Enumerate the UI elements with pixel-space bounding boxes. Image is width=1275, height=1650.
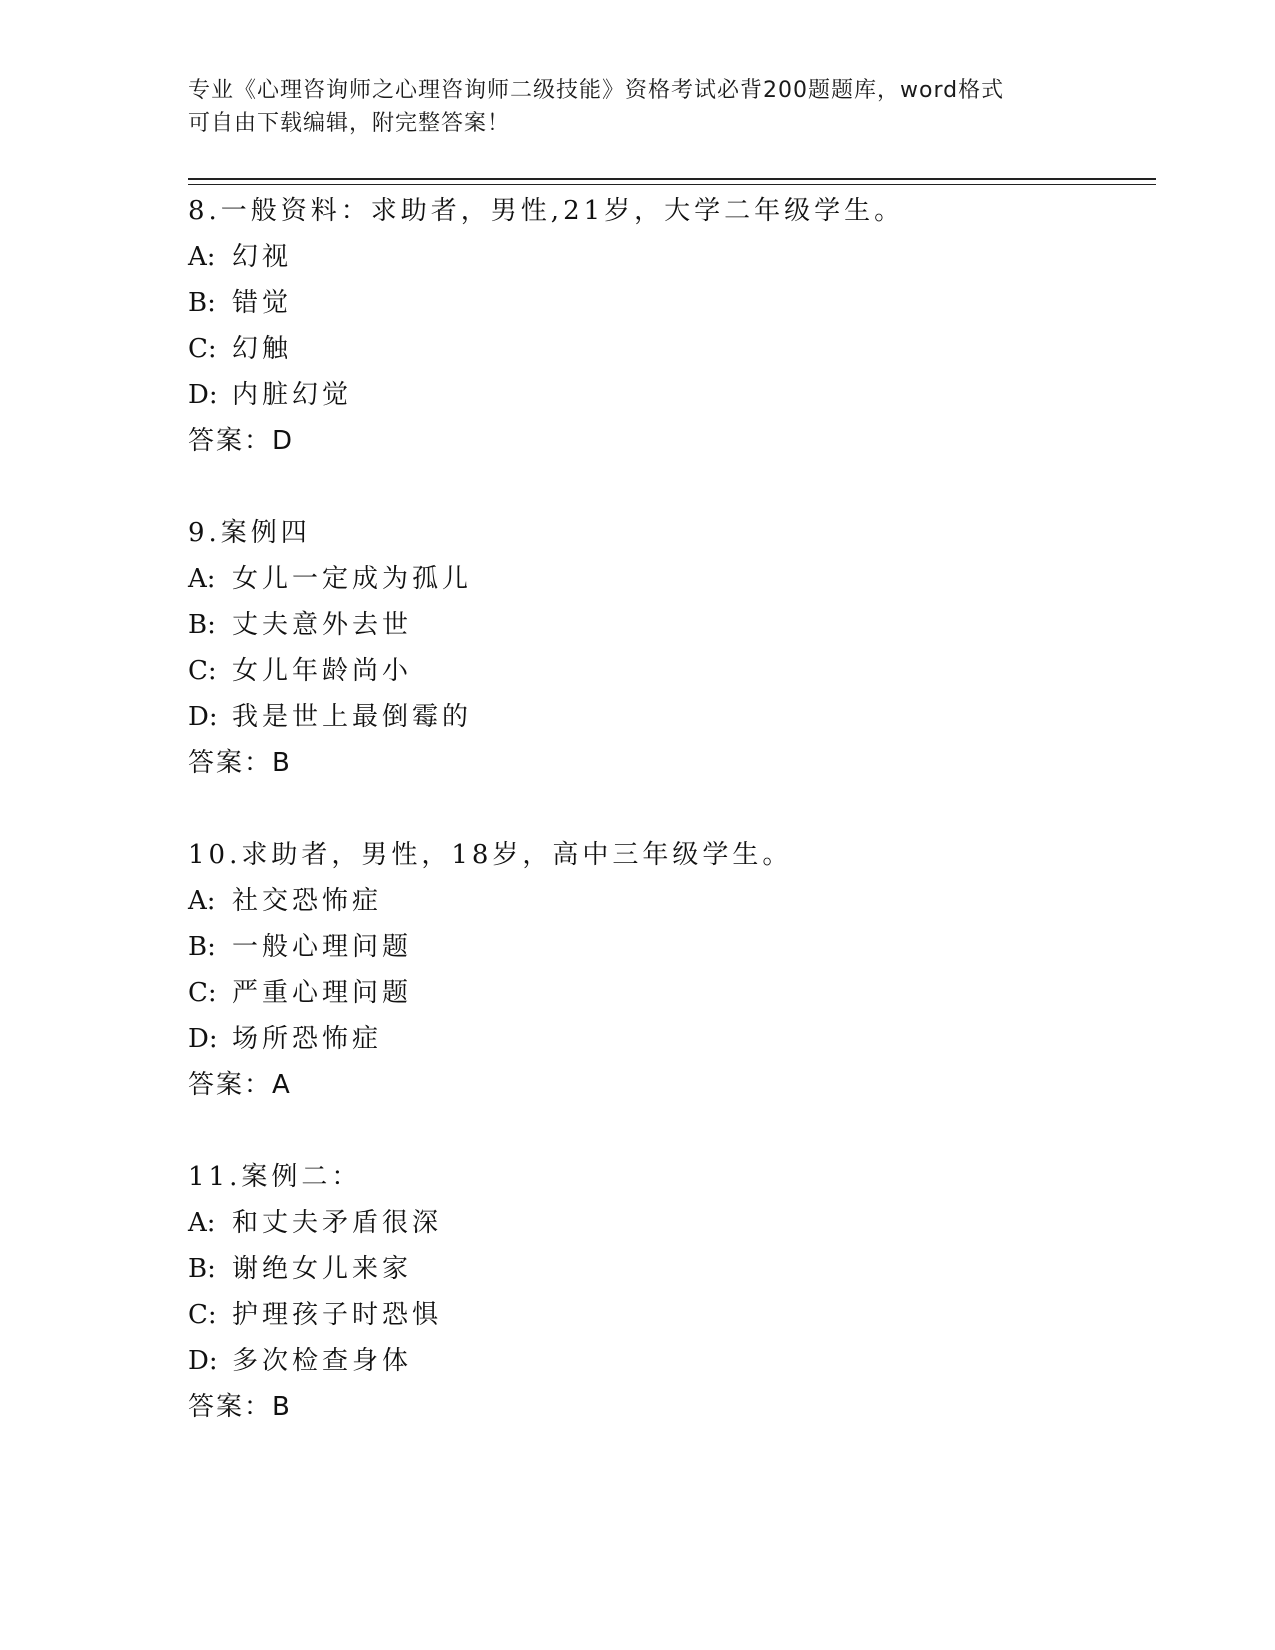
option-d bbox=[188, 694, 1156, 740]
option-text: 内脏幻觉 bbox=[232, 380, 353, 410]
option-text: 我是世上最倒霉的 bbox=[232, 702, 473, 732]
option-letter: A: bbox=[188, 1208, 216, 1238]
option-text: 场所恐怖症 bbox=[232, 1024, 383, 1054]
question-item bbox=[188, 832, 1156, 1108]
option-b bbox=[188, 924, 1156, 970]
option-letter: C: bbox=[188, 656, 217, 686]
option-c bbox=[188, 326, 1156, 372]
option-d bbox=[188, 372, 1156, 418]
question-item bbox=[188, 1154, 1156, 1430]
option-letter: D: bbox=[188, 380, 218, 410]
option-letter: D: bbox=[188, 1346, 218, 1376]
option-b bbox=[188, 280, 1156, 326]
option-text: 护理孩子时恐惧 bbox=[232, 1300, 443, 1330]
question-list bbox=[188, 188, 1156, 1476]
option-letter: D: bbox=[188, 702, 218, 732]
option-letter: A: bbox=[188, 886, 216, 916]
option-letter: B: bbox=[188, 610, 216, 640]
option-letter: C: bbox=[188, 978, 217, 1008]
option-text: 女儿年龄尚小 bbox=[232, 656, 413, 686]
option-letter: B: bbox=[188, 288, 216, 318]
option-text: 严重心理问题 bbox=[232, 978, 413, 1008]
option-text: 社交恐怖症 bbox=[232, 886, 383, 916]
option-c bbox=[188, 648, 1156, 694]
option-b bbox=[188, 1246, 1156, 1292]
option-a bbox=[188, 234, 1156, 280]
answer-line: 答案：B bbox=[188, 748, 292, 778]
option-text: 丈夫意外去世 bbox=[232, 610, 413, 640]
header-divider-thick bbox=[188, 178, 1156, 180]
document-header bbox=[188, 74, 1088, 140]
option-text: 错觉 bbox=[232, 288, 293, 318]
answer-line: 答案：B bbox=[188, 1392, 292, 1422]
option-letter: C: bbox=[188, 334, 217, 364]
option-d bbox=[188, 1016, 1156, 1062]
header-line-1: 专业《心理咨询师之心理咨询师二级技能》资格考试必背200题题库，word格式 bbox=[188, 78, 1005, 103]
question-item bbox=[188, 188, 1156, 464]
question-stem: 11.案例二： bbox=[188, 1162, 362, 1192]
answer-line: 答案：D bbox=[188, 426, 295, 456]
option-text: 女儿一定成为孤儿 bbox=[232, 564, 473, 594]
option-c bbox=[188, 970, 1156, 1016]
option-letter: B: bbox=[188, 932, 216, 962]
option-letter: D: bbox=[188, 1024, 218, 1054]
option-letter: A: bbox=[188, 564, 216, 594]
option-text: 谢绝女儿来家 bbox=[232, 1254, 413, 1284]
option-text: 幻触 bbox=[232, 334, 293, 364]
header-line-2: 可自由下载编辑，附完整答案！ bbox=[188, 111, 511, 136]
question-item bbox=[188, 510, 1156, 786]
option-text: 幻视 bbox=[232, 242, 293, 272]
question-stem: 8.一般资料：求助者，男性,21岁，大学二年级学生。 bbox=[188, 196, 905, 226]
option-a bbox=[188, 1200, 1156, 1246]
answer-line: 答案：A bbox=[188, 1070, 292, 1100]
option-text: 一般心理问题 bbox=[232, 932, 413, 962]
option-text: 多次检查身体 bbox=[232, 1346, 413, 1376]
option-c bbox=[188, 1292, 1156, 1338]
question-stem: 10.求助者，男性，18岁，高中三年级学生。 bbox=[188, 840, 793, 870]
option-a bbox=[188, 878, 1156, 924]
header-divider-thin bbox=[188, 184, 1156, 185]
option-letter: A: bbox=[188, 242, 216, 272]
option-text: 和丈夫矛盾很深 bbox=[232, 1208, 443, 1238]
option-b bbox=[188, 602, 1156, 648]
option-letter: B: bbox=[188, 1254, 216, 1284]
option-letter: C: bbox=[188, 1300, 217, 1330]
question-stem: 9.案例四 bbox=[188, 518, 311, 548]
option-a bbox=[188, 556, 1156, 602]
option-d bbox=[188, 1338, 1156, 1384]
